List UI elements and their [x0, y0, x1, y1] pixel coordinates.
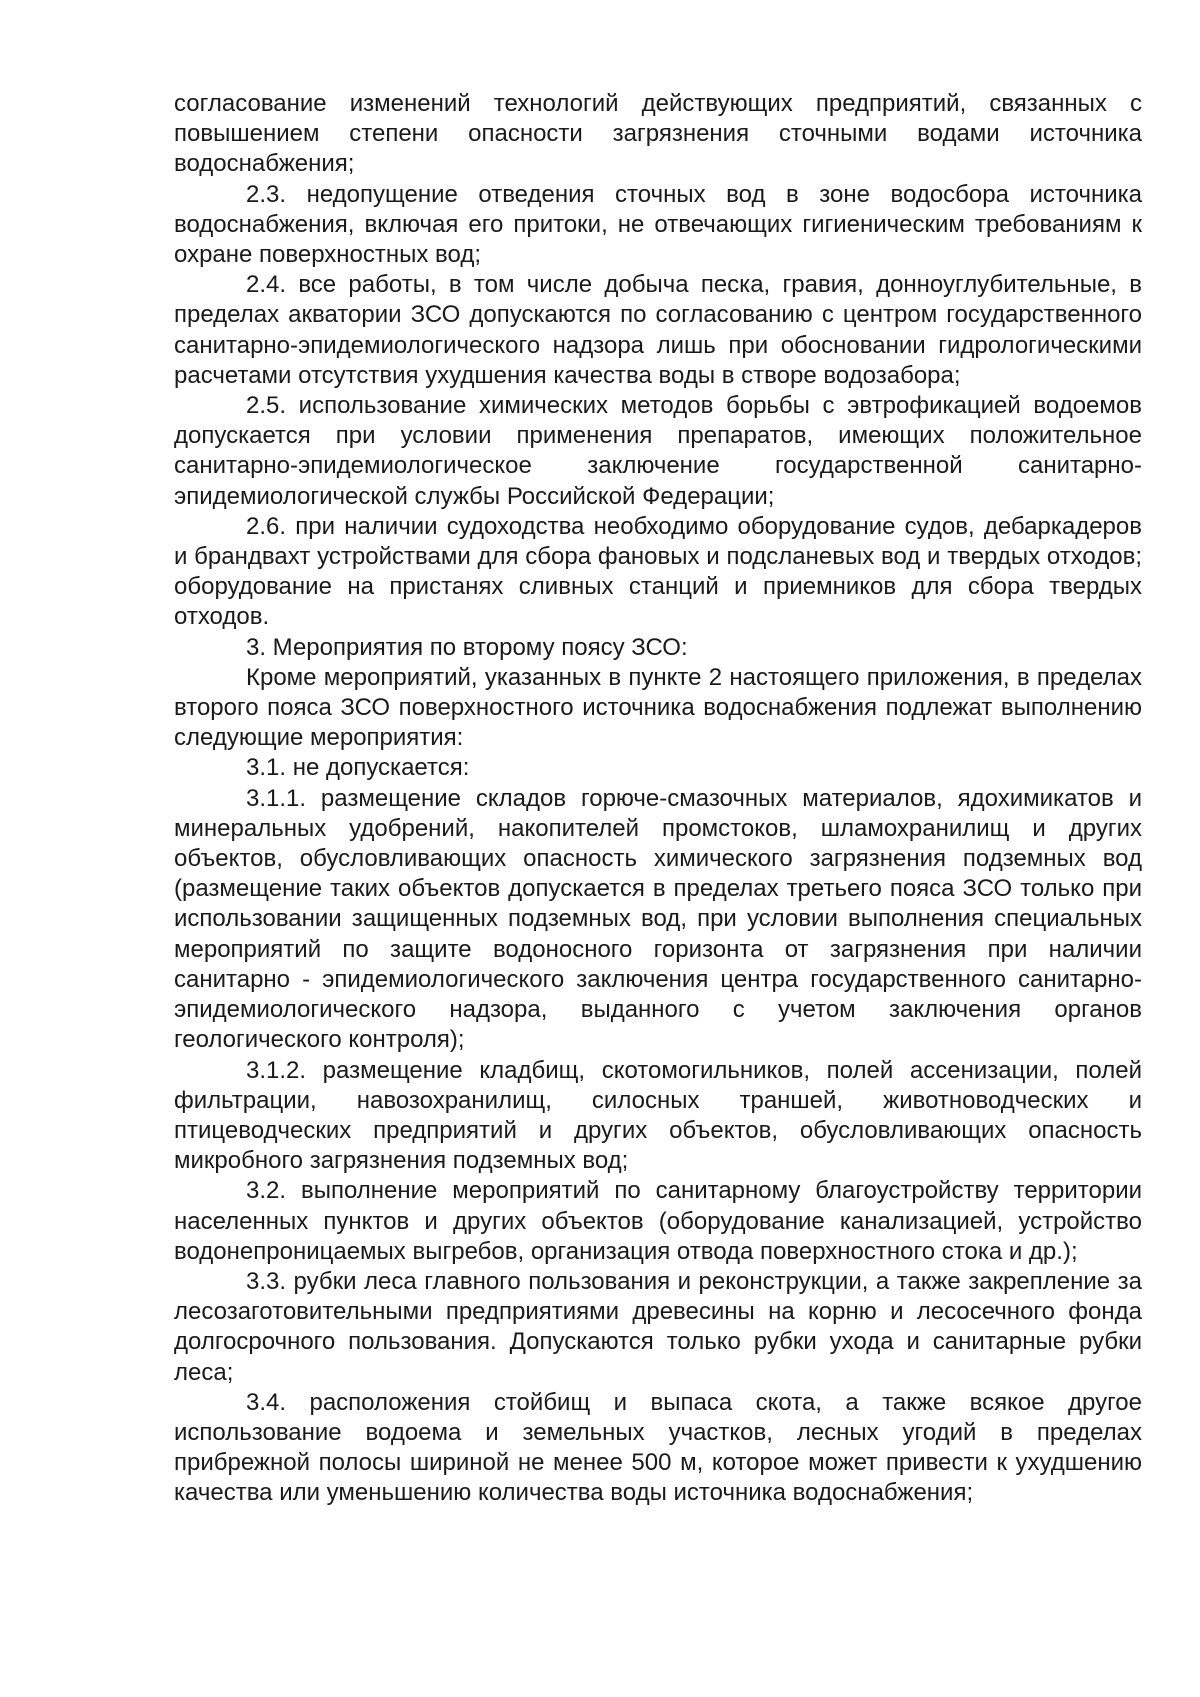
paragraph-2-3: 2.3. недопущение отведения сточных вод в зоне водосбора источника водоснабжения, включая его притоки, не отвечающих гигиеническим требованиям к охране поверхностных вод; [174, 180, 1142, 269]
paragraph-3-2: 3.2. выполнение мероприятий по санитарному благоустройству территории населенных пунктов и других объектов (оборудование канализацией, устройство водонепроницаемых выгребов, организация отвода поверхностного стока и др.); [174, 1177, 1142, 1265]
paragraph-continuation: согласование изменений технологий действующих предприятий, связанных с повышением степени опасности загрязнения сточными водами источника водоснабжения; [174, 90, 1142, 178]
paragraph-3-4: 3.4. расположения стойбищ и выпаса скота, а также всякое другое использование водоема и земельных участков, лесных угодий в пределах прибрежной полосы шириной не менее 500 м, которое может привести к ухудшению качества или уменьшению количества воды источника водоснабжения; [174, 1388, 1142, 1507]
paragraph-2-6: 2.6. при наличии судоходства необходимо оборудование судов, дебаркадеров и брандвахт устройствами для сбора фановых и подсланевых вод и твердых отходов; оборудование на пристанях сливных станций и приемников для сбора твердых отходов. [174, 512, 1142, 631]
paragraph-2-4: 2.4. все работы, в том числе добыча песка, гравия, донноуглубительные, в пределах акватории ЗСО допускаются по согласованию с центром государственного санитарно-эпидемиологического надзора лишь при обосновании гидрологическими расчетами отсутствия ухудшения качества воды в створе водозабора; [174, 271, 1142, 389]
document-page [174, 89, 1142, 1509]
section-3-heading: 3. Мероприятия по второму поясу ЗСО: [246, 633, 688, 661]
paragraph-3-1-2: 3.1.2. размещение кладбищ, скотомогильников, полей ассенизации, полей фильтрации, навозохранилищ, силосных траншей, животноводческих и птицеводческих предприятий и других объектов, обусловливающих опасность микробного загрязнения подземных вод; [174, 1056, 1142, 1175]
paragraph-3-3: 3.3. рубки леса главного пользования и реконструкции, а также закрепление за лесозаготовительными предприятиями древесины на корню и лесосечного фонда долгосрочного пользования. Допускаются только рубки ухода и санитарные рубки леса; [174, 1267, 1142, 1386]
paragraph-3-1-1: 3.1.1. размещение складов горюче-смазочных материалов, ядохимикатов и минеральных удобрений, накопителей промстоков, шламохранилищ и других объектов, обусловливающих опасность химического загрязнения подземных вод (размещение таких объектов допускается в пределах третьего пояса ЗСО только при использовании защищенных подземных вод, при условии выполнения специальных мероприятий по защите водоносного горизонта от загрязнения при наличии санитарно - эпидемиологического заключения центра государственного санитарно-эпидемиологического надзора, выданного с учетом заключения органов геологического контроля); [174, 784, 1142, 1054]
paragraph-3-1: 3.1. не допускается: [246, 754, 470, 782]
paragraph-3-intro: Кроме мероприятий, указанных в пункте 2 настоящего приложения, в пределах второго пояса ЗСО поверхностного источника водоснабжения подлежат выполнению следующие мероприятия: [174, 663, 1142, 752]
paragraph-2-5: 2.5. использование химических методов борьбы с эвтрофикацией водоемов допускается при условии применения препаратов, имеющих положительное санитарно-эпидемиологическое заключение государственной санитарно-эпидемиологической службы Российской Федерации; [174, 392, 1142, 510]
